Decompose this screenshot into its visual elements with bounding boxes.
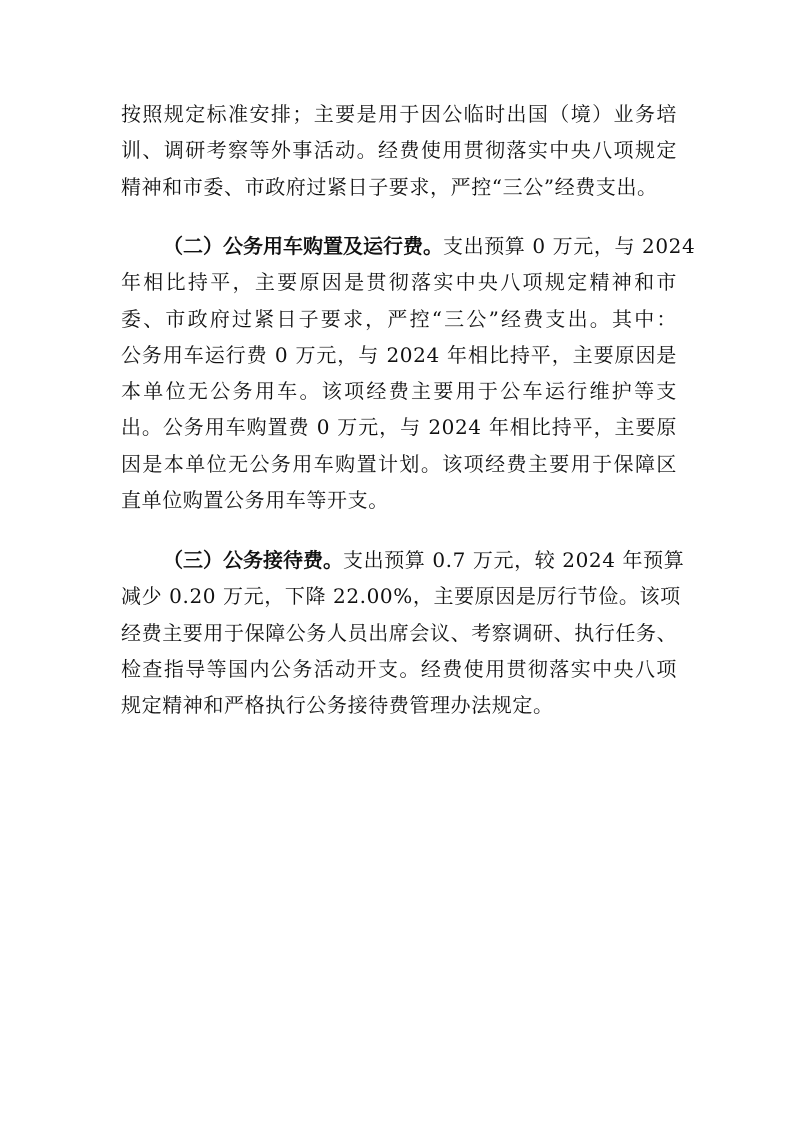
text-line: 委、市政府过紧日子要求，严控“三公”经费支出。其中： [121, 306, 677, 331]
text-line: 公务用车运行费 0 万元，与 2024 年相比持平，主要原因是 [121, 342, 677, 367]
section-heading-vehicle: （二）公务用车购置及运行费。 [163, 234, 443, 258]
text-line: 精神和市委、市政府过紧日子要求，严控“三公”经费支出。 [121, 174, 658, 199]
paragraph-reception-costs [121, 542, 685, 723]
text-line: 出。公务用车购置费 0 万元，与 2024 年相比持平，主要原 [121, 415, 677, 440]
section-heading-reception: （三）公务接待费。 [163, 548, 343, 572]
text-line: 因是本单位无公务用车购置计划。该项经费主要用于保障区 [121, 451, 677, 476]
text-line: 检查指导等国内公务活动开支。经费使用贯彻落实中央八项 [121, 656, 677, 681]
text-line: 减少 0.20 万元，下降 22.00%，主要原因是厉行节俭。该项 [121, 584, 681, 609]
text-line: 直单位购置公务用车等开支。 [121, 488, 389, 513]
text-line: 经费主要用于保障公务人员出席会议、考察调研、执行任务、 [121, 620, 678, 645]
text-run: 支出预算 0.7 万元，较 2024 年预算 [343, 548, 685, 572]
paragraph-first-line [121, 542, 685, 578]
paragraph-vehicle-costs [121, 228, 696, 518]
text-line: 按照规定标准安排；主要是用于因公临时出国（境）业务培 [121, 102, 677, 126]
text-line: 本单位无公务用车。该项经费主要用于公车运行维护等支 [121, 379, 677, 404]
text-run: 支出预算 0 万元，与 2024 [443, 234, 696, 258]
paragraph-first-line [121, 228, 696, 264]
text-line: 训、调研考察等外事活动。经费使用贯彻落实中央八项规定 [121, 138, 677, 163]
paragraph-foreign-visits [121, 96, 677, 205]
text-line: 规定精神和严格执行公务接待费管理办法规定。 [121, 693, 554, 718]
text-line: 年相比持平，主要原因是贯彻落实中央八项规定精神和市 [121, 270, 677, 295]
